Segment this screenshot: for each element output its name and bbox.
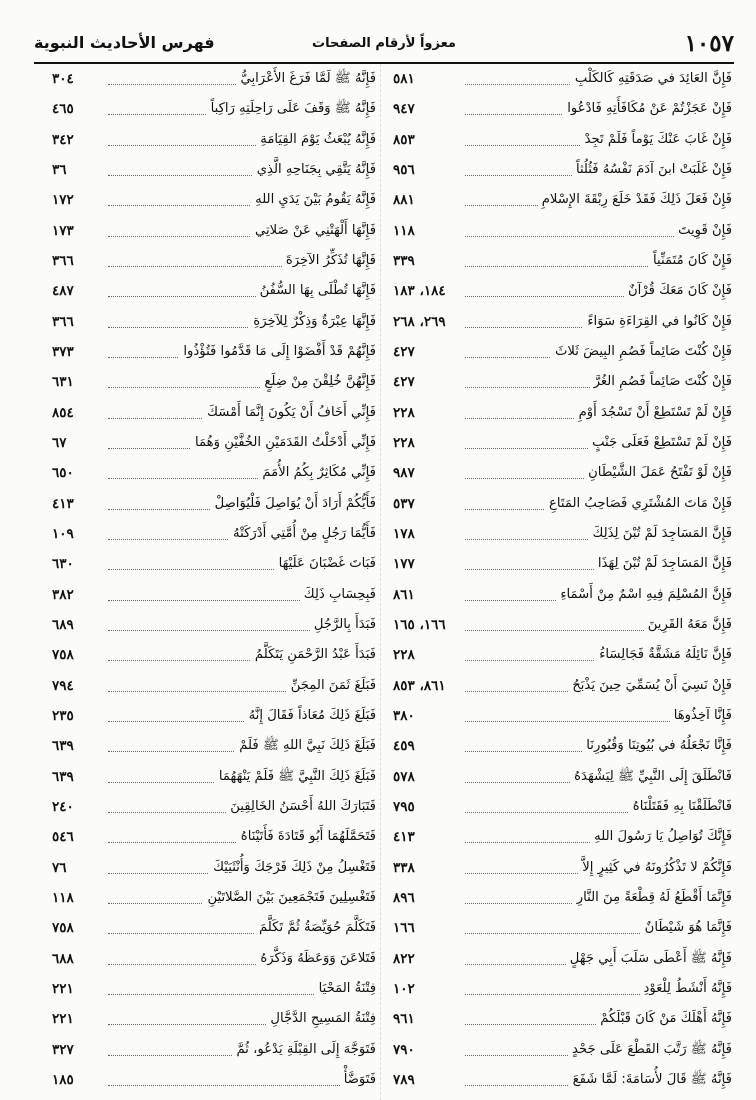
index-entry (52, 549, 376, 579)
index-entry (52, 701, 376, 731)
index-column-right (393, 64, 732, 1095)
index-entry (52, 276, 376, 306)
page-reference: ٥٣٧ (393, 489, 418, 519)
index-entry (52, 337, 376, 367)
index-entry (393, 731, 732, 761)
page-reference: ٧٦ (52, 853, 70, 883)
page-reference: ٦٣٩ (52, 731, 77, 761)
page-header (34, 30, 734, 64)
index-entry (393, 549, 732, 579)
hadith-incipit: فَبَلَغَ ذَلِكَ نَبِيَّ اللهِ ﷺ فَلَمْ (235, 731, 376, 761)
hadith-incipit: فَإِنْ كُنْتَ صَائِماً فَصُمِ الغُرَّ (590, 367, 732, 397)
hadith-incipit: فَتَغْسِلُ مِنْ ذَلِكَ فَرْجَكَ وَأُنْثَيَيْكَ (209, 853, 376, 883)
page-reference: ٨٦١، ٨٥٣ (393, 671, 449, 701)
page-number: ١٠٥٧ (684, 30, 734, 57)
page-reference: ٩٨٧ (393, 458, 418, 488)
hadith-incipit: فَإِنَّكُمْ لا تَذْكُرُونَهُ في كَثِيرٍ إِلاَّ (578, 853, 732, 883)
page-reference: ٥٨١ (393, 64, 418, 94)
hadith-incipit: فَانْطَلَقْنَا بِهِ فَقَتَلْنَاهُ (629, 792, 732, 822)
page-reference: ٨٢٢ (393, 944, 418, 974)
page-reference: ٦٧ (52, 428, 70, 458)
page-reference: ٨٥٣ (393, 125, 418, 155)
index-entry (52, 580, 376, 610)
page-reference: ٤٢٧ (393, 337, 418, 367)
hadith-incipit: فَأَيُّمَا رَجُلٍ مِنْ أُمَّتِي أَدْرَكَتْهُ (229, 519, 376, 549)
hadith-incipit: فَإِنَّ نَائِلَهُ مَشَقَّةٌ فَجَالِسَاءُ (595, 640, 732, 670)
page-reference: ٢٢٨ (393, 428, 418, 458)
page-reference: ٧٩٥ (393, 792, 418, 822)
page-reference: ٨٦١ (393, 580, 418, 610)
page-reference: ٦٨٩ (52, 610, 77, 640)
page-reference: ٩٥٦ (393, 155, 418, 185)
page-reference: ٢٢١ (52, 974, 77, 1004)
page-reference: ٦٣٩ (52, 762, 77, 792)
hadith-incipit: فَبِحِسَابِ ذَلِكَ (300, 580, 376, 610)
index-entry (393, 489, 732, 519)
page-reference: ١٠٩ (52, 519, 77, 549)
page-reference: ١١٨ (52, 883, 77, 913)
hadith-incipit: فَإِنَّكَ تُوَاصِلُ يَا رَسُولَ اللهِ (590, 822, 732, 852)
running-head: معزواً لأرقام الصفحات (312, 36, 456, 51)
index-entry (393, 216, 732, 246)
hadith-incipit: فَإِنْ كَانُوا في القِرَاءَةِ سَوَاءً (583, 307, 732, 337)
index-entry (393, 1065, 732, 1095)
hadith-incipit: فَإِنِّي أَخَافُ أَنْ يَكُونَ إِنَّمَا أَمْسَكَ (203, 398, 376, 428)
index-entry (52, 1004, 376, 1034)
hadith-incipit: فَبَلَغَ ذَلِكَ النَّبِيَّ ﷺ فَلَمْ يَنْهَهُمَا (215, 762, 376, 792)
index-entry (52, 155, 376, 185)
page-reference: ٣٣٩ (393, 246, 418, 276)
index-entry (393, 822, 732, 852)
page-reference: ١٧٧ (393, 549, 418, 579)
page-reference: ٨٩٦ (393, 883, 418, 913)
index-entry (393, 337, 732, 367)
index-entry (52, 671, 376, 701)
hadith-incipit: فَإِنْ نَسِيَ أَنْ يُسَمِّيَ حِينَ يَذْبَحُ (568, 671, 732, 701)
page-reference: ٦٨٨ (52, 944, 77, 974)
page-reference: ٤١٣ (393, 822, 418, 852)
hadith-incipit: فَتَوَجَّهَ إِلَى القِبْلَةِ يَدْعُو، ثُمَّ (232, 1035, 376, 1065)
hadith-incipit: فَتَوَضَّأْ (340, 1065, 376, 1095)
page-reference: ٧٥٨ (52, 640, 77, 670)
page-reference: ١٧٢ (52, 185, 77, 215)
page-reference: ٤٢٧ (393, 367, 418, 397)
page-reference: ٨٥٤ (52, 398, 77, 428)
hadith-incipit: فَتَلاعَنَ وَوَعَظَهُ وَذَكَّرَهُ (256, 944, 376, 974)
hadith-incipit: فَانْطَلَقَ إِلَى النَّبِيِّ ﷺ لِيَشْهَدَهُ (570, 762, 732, 792)
index-entry (393, 1004, 732, 1034)
index-entry (52, 64, 376, 94)
index-entry (393, 428, 732, 458)
index-entry (52, 216, 376, 246)
hadith-incipit: فَإِنْ كُنْتَ صَائِماً فَصُمِ البِيضَ ثَلاثَ (551, 337, 732, 367)
page-reference: ٣٨٢ (52, 580, 77, 610)
page-reference: ٧٨٩ (393, 1065, 418, 1095)
hadith-incipit: فَإِنْ مَاتَ المُشْتَرِي فَصَاحِبُ المَتَاعِ (545, 489, 732, 519)
page-reference: ٢٢٨ (393, 398, 418, 428)
hadith-incipit: فَإِنْ فَعَلَ ذَلِكَ فَقَدْ خَلَعَ رِبْقَةَ الإِسْلامِ (538, 185, 732, 215)
page-reference: ٣٧٣ (52, 337, 77, 367)
page-reference: ٣٦٦ (52, 246, 77, 276)
page-reference: ١٠٢ (393, 974, 418, 1004)
page-reference: ٦٥٠ (52, 458, 77, 488)
hadith-incipit: فَإِنَّ المُسْلِمَ فِيهِ اسْمٌ مِنْ أَسْمَاءِ (556, 580, 732, 610)
hadith-incipit: فَأَيُّكُمْ أَرَادَ أَنْ يُوَاصِلَ فَلْيُوَاصِلْ (211, 489, 376, 519)
hadith-incipit: فَتَحَمَّلَهُمَا أَبُو قَتَادَةَ فَأَتَيْنَاهُ (237, 822, 376, 852)
page-reference: ١٨٥ (52, 1065, 77, 1095)
index-entry (52, 853, 376, 883)
hadith-incipit: فَإِنَّهَا تُذَكِّرُ الآخِرَةَ (282, 246, 376, 276)
index-entry (393, 155, 732, 185)
hadith-incipit: فَتَغْسِلِينَ فَتَجْمَعِينَ بَيْنَ الصَّلاتَيْنِ (203, 883, 376, 913)
hadith-incipit: فَإِنَّ العَائِدَ في صَدَقَتِهِ كَالكَلْبِ (571, 64, 732, 94)
hadith-incipit: فَإِنَّهُنَّ خُلِقْنَ مِنْ ضِلَعٍ (260, 367, 376, 397)
index-entry (393, 640, 732, 670)
index-entry (393, 913, 732, 943)
index-entry (393, 1035, 732, 1065)
page-reference: ٦٣٠ (52, 549, 77, 579)
hadith-incipit: فِتْنَةُ المَحْيَا (315, 974, 376, 1004)
index-entry (52, 185, 376, 215)
page-reference: ٢٤٠ (52, 792, 77, 822)
hadith-incipit: فَإِنَّهُ يَتَّقِي بِجَنَاحِهِ الَّذِي (253, 155, 376, 185)
index-entry (52, 944, 376, 974)
page-reference: ٣٢٧ (52, 1035, 77, 1065)
page-reference: ١٦٦، ١٦٥ (393, 610, 449, 640)
hadith-incipit: فَإِنْ لَوْ تَفْتَحُ عَمَلَ الشَّيْطَانِ (584, 458, 732, 488)
index-entry (52, 762, 376, 792)
index-entry (393, 519, 732, 549)
index-entry (393, 671, 732, 701)
index-entry (52, 640, 376, 670)
page-reference: ٤٨٧ (52, 276, 77, 306)
hadith-incipit: فَإِنَّ المَسَاجِدَ لَمْ تُبْنَ لِذَلِكَ (589, 519, 733, 549)
hadith-incipit: فَإِنَّهُ أَنْشَطُ لِلْعَوْدِ (640, 974, 733, 1004)
index-entry (52, 94, 376, 124)
hadith-incipit: فَإِنَّا نَجْعَلُهُ في بُيُوتِنَا وَقُبُورِنَا (582, 731, 732, 761)
hadith-incipit: فَإِنَّهَا تُطْلَى بِهَا السُّفُنُ (256, 276, 376, 306)
page-reference: ٢٣٥ (52, 701, 77, 731)
index-entry (393, 398, 732, 428)
index-entry (52, 610, 376, 640)
hadith-incipit: فَإِنَّهُ يُبْعَثُ يَوْمَ القِيَامَةِ (256, 125, 376, 155)
page-reference: ٩٦١ (393, 1004, 418, 1034)
index-entry (52, 913, 376, 943)
index-entry (52, 822, 376, 852)
hadith-incipit: فَإِنْ لَمْ تَسْتَطِعْ أَنْ تَسْجُدَ أَوْمِ (575, 398, 732, 428)
index-entry (393, 64, 732, 94)
page-reference: ٦٣١ (52, 367, 77, 397)
hadith-incipit: فَإِنَّهُ أَهْلَكَ مَنْ كَانَ قَبْلَكُمْ (596, 1004, 732, 1034)
page-reference: ٧٥٨ (52, 913, 77, 943)
index-entry (393, 94, 732, 124)
index-entry (52, 883, 376, 913)
page-reference: ١٧٨ (393, 519, 418, 549)
hadith-incipit: فَإِنْ غَلَبَتْ ابنَ آدَمَ نَفْسُهُ فَثُلُثاً (572, 155, 732, 185)
index-entry (52, 519, 376, 549)
index-entry (393, 246, 732, 276)
index-entry (393, 701, 732, 731)
page-reference: ٨٨١ (393, 185, 418, 215)
index-entry (393, 792, 732, 822)
index-entry (393, 580, 732, 610)
hadith-incipit: فَإِنْ لَمْ تَسْتَطِعْ فَعَلَى جَنْبٍ (588, 428, 732, 458)
book-title: فهرس الأحاديث النبوية (34, 33, 215, 52)
page-reference: ٤٥٩ (393, 731, 418, 761)
page-reference: ٢٢١ (52, 1004, 77, 1034)
hadith-incipit: فَإِنَّهُ ﷺ رَتَّبَ القَطْعَ عَلَى جَحْدٍ (568, 1035, 732, 1065)
index-entry (52, 246, 376, 276)
page-reference: ٤٦٥ (52, 94, 77, 124)
index-entry (393, 944, 732, 974)
index-entry (52, 125, 376, 155)
page-reference: ٩٤٧ (393, 94, 418, 124)
page-reference: ٣٤٢ (52, 125, 77, 155)
hadith-incipit: فَإِنْ عَجَزْتُمْ عَنْ مُكَافَأَتِهِ فَادْعُوا (563, 94, 732, 124)
index-entry (52, 367, 376, 397)
hadith-incipit: فَتَبَارَكَ اللهُ أَحْسَنُ الخَالِقِينَ (226, 792, 376, 822)
hadith-incipit: فَإِنْ قَوِيتَ (674, 216, 732, 246)
index-entry (393, 276, 732, 306)
index-entry (52, 974, 376, 1004)
page-reference: ٣٦ (52, 155, 70, 185)
index-entry (52, 398, 376, 428)
index-entry (52, 792, 376, 822)
page-reference: ١٧٣ (52, 216, 77, 246)
page-reference: ١٨٤، ١٨٣ (393, 276, 449, 306)
hadith-incipit: فَبَلَغَ ذَلِكَ مُعَاذاً فَقَالَ إِنَّهُ (245, 701, 376, 731)
index-entry (52, 489, 376, 519)
index-entry (393, 610, 732, 640)
index-entry (393, 762, 732, 792)
hadith-incipit: فَإِنَّهُ ﷺ قَالَ لأُسَامَةَ: لَمَّا شَفَعَ (569, 1065, 732, 1095)
hadith-incipit: فَإِنِّي مُكَاثِرٌ بِكُمُ الأُمَمَ (258, 458, 376, 488)
hadith-incipit: فَبَدَأَ عَبْدُ الرَّحْمَنِ يَتَكَلَّمُ (251, 640, 376, 670)
index-entry (52, 458, 376, 488)
page-reference: ٣٠٤ (52, 64, 77, 94)
hadith-incipit: فَإِنَّهُ ﷺ لَمَّا فَرَغَ الأَعْرَابِيُّ (236, 64, 376, 94)
hadith-incipit: فَبَدَأَ بِالرَّجُلِ (310, 610, 376, 640)
hadith-incipit: فَإِنَّهُ ﷺ أَعْطَى سَلَبَ أَبِي جَهْلٍ (566, 944, 732, 974)
hadith-incipit: فَإِنَّا آخِذُوهَا (670, 701, 732, 731)
hadith-incipit: فِتْنَةُ المَسِيحِ الدَّجَّالِ (266, 1004, 376, 1034)
hadith-incipit: فَإِنَّمَا هُوَ شَيْطَانٌ (641, 913, 732, 943)
hadith-incipit: فَإِنْ كَانَ مَعَكَ قُرْآنٌ (624, 276, 732, 306)
hadith-incipit: فَإِنَّ المَسَاجِدَ لَمْ تُبْنَ لِهَذَا (594, 549, 732, 579)
index-entry (52, 1035, 376, 1065)
hadith-incipit: فَإِنَّهُمْ قَدْ أَفْضَوْا إِلَى مَا قَدَّمُوا فَتُؤْذُوا (179, 337, 376, 367)
hadith-incipit: فَإِنَّهُ يَقُومُ بَيْنَ يَدَيِ اللهِ (251, 185, 376, 215)
hadith-incipit: فَإِنَّهَا أَلْهَتْنِي عَنْ صَلاتِي (251, 216, 376, 246)
hadith-incipit: فَإِنَّهُ ﷺ وَقَفَ عَلَى رَاحِلَتِهِ رَاكِباً (207, 94, 376, 124)
page-reference: ٢٦٩، ٢٦٨ (393, 307, 449, 337)
page-reference: ٥٤٦ (52, 822, 77, 852)
index-entry (393, 974, 732, 1004)
hadith-incipit: فَإِنْ غَابَ عَنْكَ يَوْماً فَلَمْ تَجِدْ (581, 125, 732, 155)
page-reference: ٧٩٤ (52, 671, 77, 701)
index-entry (52, 731, 376, 761)
index-entry (393, 853, 732, 883)
column-divider (380, 64, 381, 1100)
index-entry (52, 307, 376, 337)
page-reference: ١١٨ (393, 216, 418, 246)
index-entry (393, 185, 732, 215)
page-reference: ٧٩٠ (393, 1035, 418, 1065)
page-reference: ٢٢٨ (393, 640, 418, 670)
index-entry (393, 367, 732, 397)
hadith-incipit: فَإِنْ كَانَ مُتَمَنِّياً (649, 246, 732, 276)
page-reference: ٣٦٦ (52, 307, 77, 337)
index-entry (52, 1065, 376, 1095)
index-entry (393, 307, 732, 337)
hadith-incipit: فَتَكَلَّمَ حُوَيِّصَةُ ثُمَّ تَكَلَّمَ (255, 913, 376, 943)
page-reference: ٤١٣ (52, 489, 77, 519)
index-entry (52, 428, 376, 458)
hadith-incipit: فَإِنَّ مَعَهُ القَرِينَ (644, 610, 732, 640)
index-entry (393, 883, 732, 913)
index-entry (393, 458, 732, 488)
index-entry (393, 125, 732, 155)
hadith-incipit: فَإِنَّمَا أَقْطَعُ لَهُ قِطْعَةً مِنَ النَّارِ (573, 883, 732, 913)
index-column-left (52, 64, 376, 1095)
page-reference: ٣٣٨ (393, 853, 418, 883)
leader-dots (108, 1085, 364, 1086)
hadith-incipit: فَبَاتَ غَضْبَانَ عَلَيْهَا (275, 549, 376, 579)
page-reference: ٥٧٨ (393, 762, 418, 792)
hadith-incipit: فَإِنَّهَا عِبْرَةٌ وَذِكْرٌ لِلآخِرَةِ (249, 307, 376, 337)
page-reference: ٣٨٠ (393, 701, 418, 731)
page-reference: ١٦٦ (393, 913, 418, 943)
hadith-incipit: فَإِنِّي أَدْخَلْتُ القَدَمَيْنِ الخُفَّيْنِ وَهُمَا (191, 428, 376, 458)
hadith-incipit: فَبَلَغَ ثَمَنَ المِجَنِّ (287, 671, 376, 701)
